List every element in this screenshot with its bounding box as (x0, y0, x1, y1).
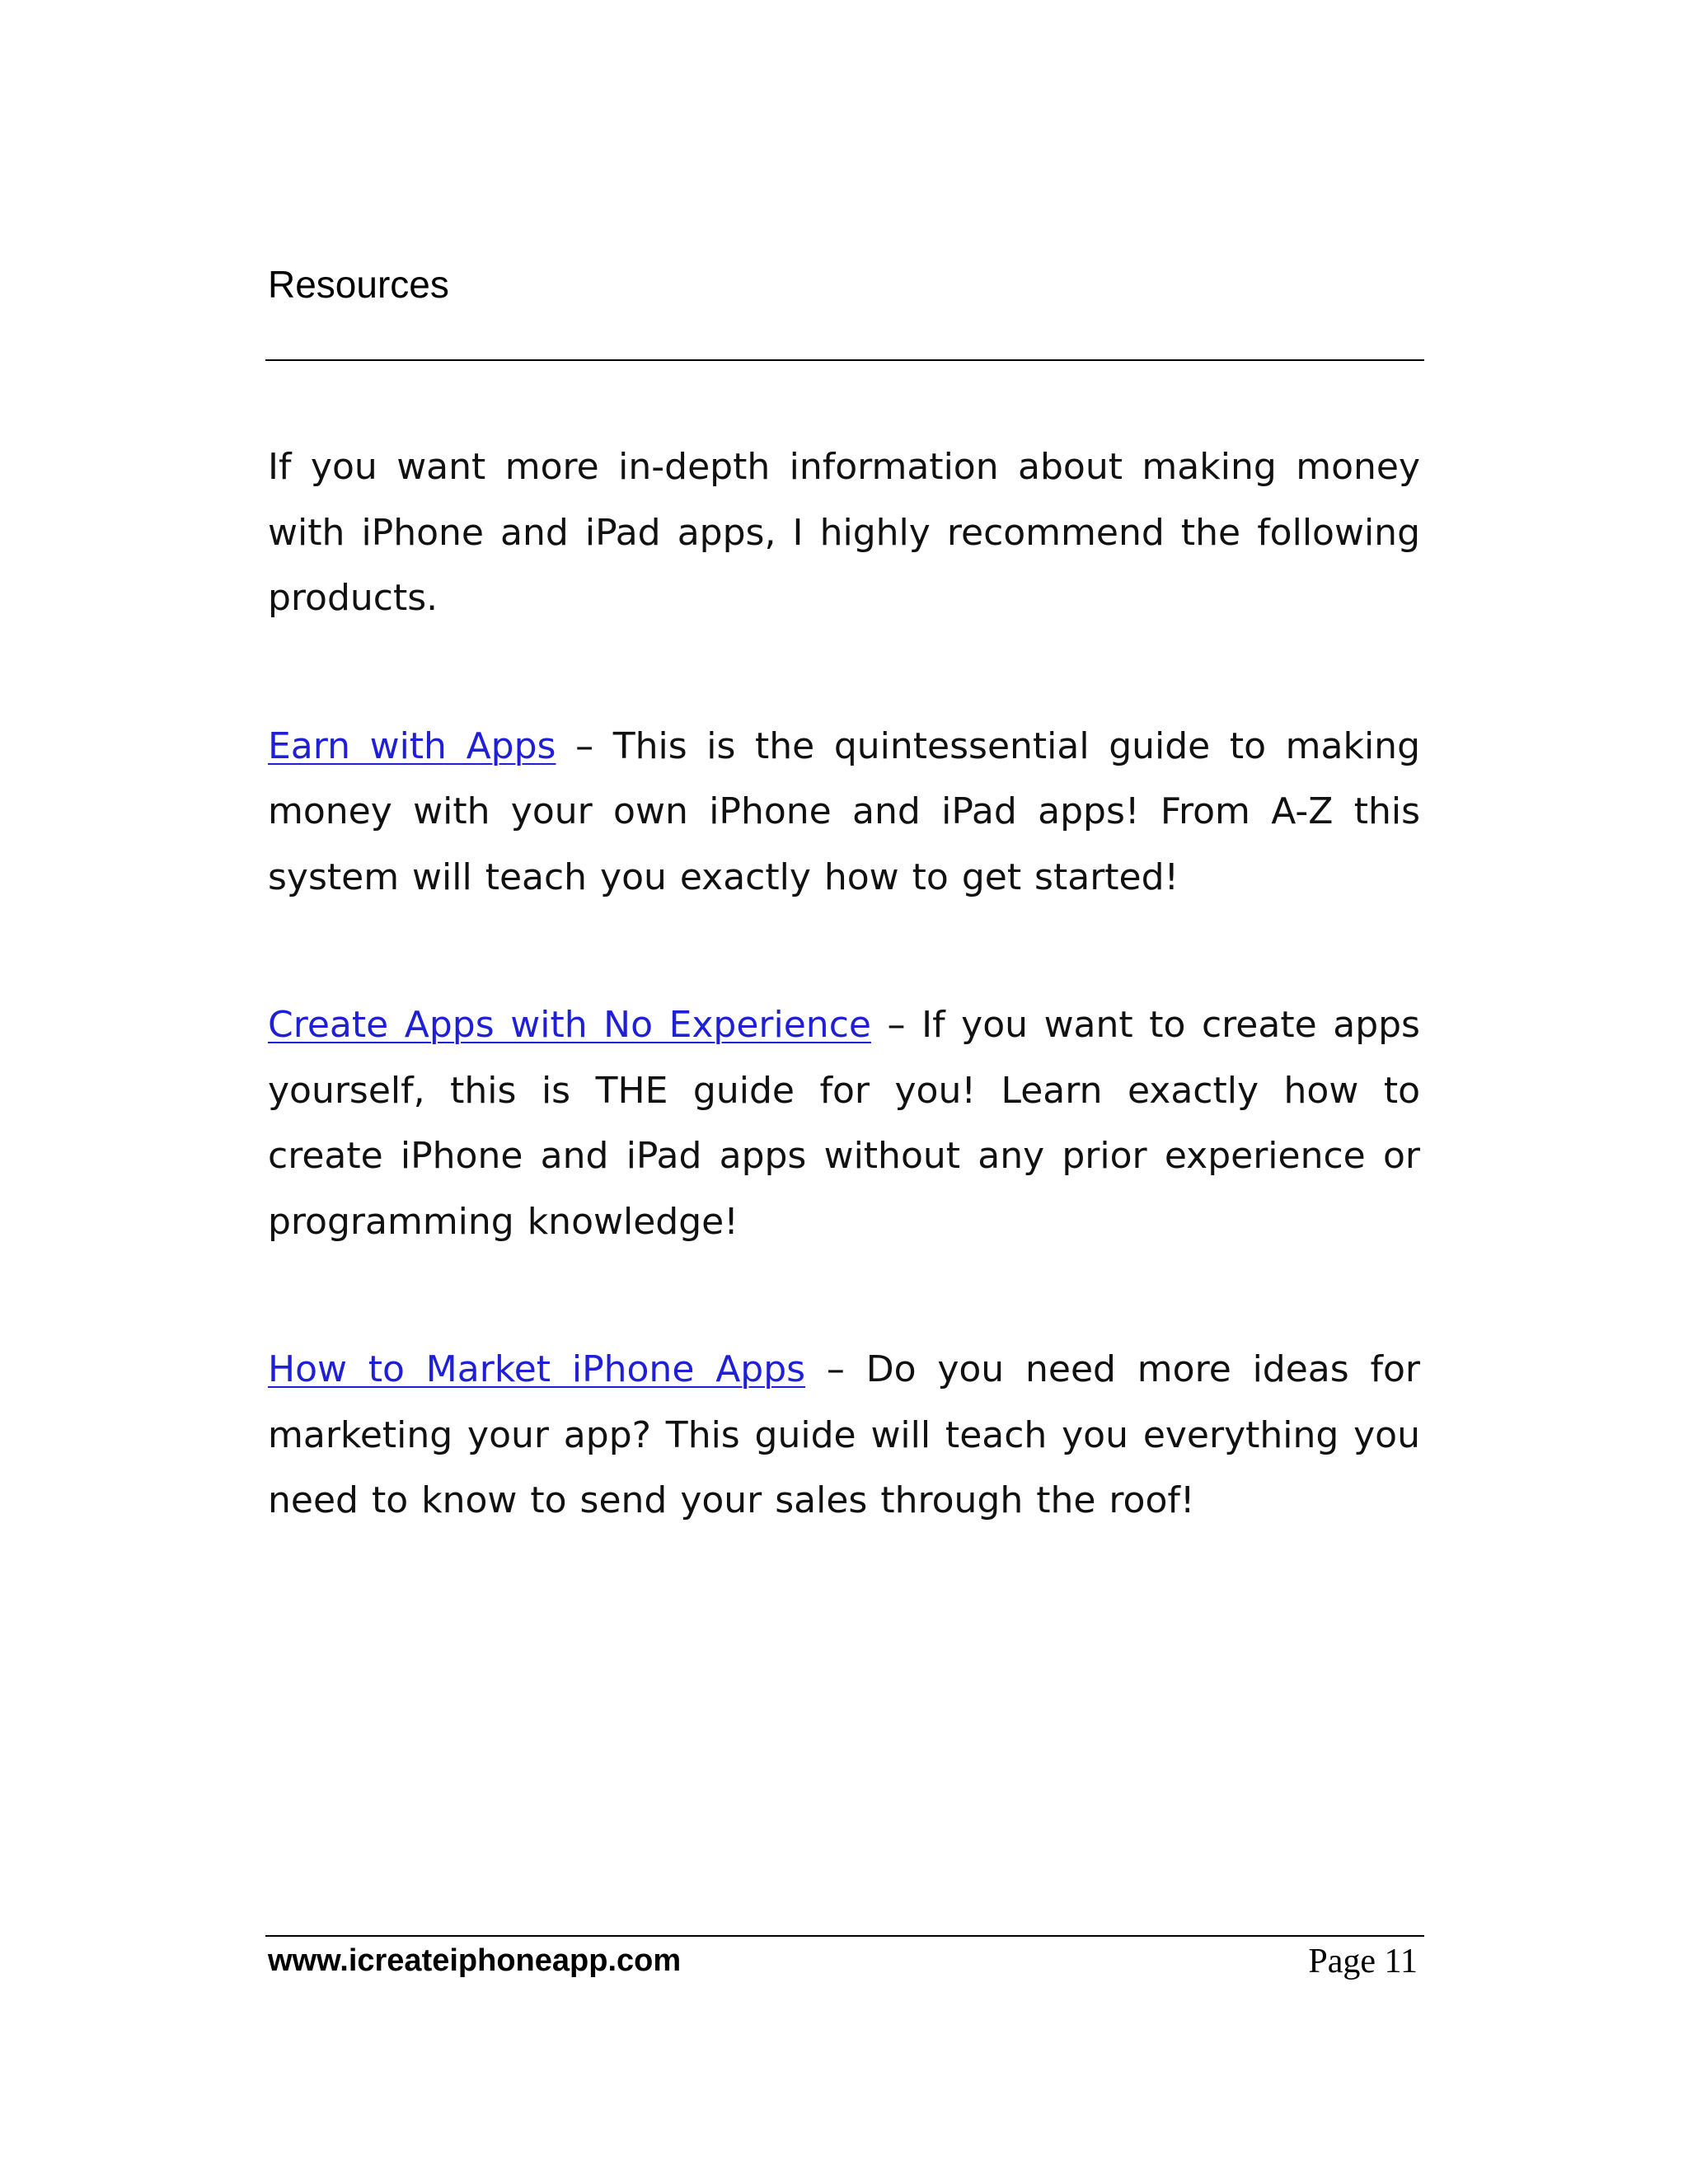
resource-item-market-apps (268, 1337, 1420, 1534)
earn-with-apps-link[interactable]: Earn with Apps (268, 724, 556, 767)
market-apps-link[interactable]: How to Market iPhone Apps (268, 1348, 806, 1390)
resource-description: – Do you need more ideas for marketing your app? This guide will teach you everything you need to know to send your sales through the roof! (268, 1348, 1421, 1521)
resource-description: – If you want to create apps yourself, this is THE guide for you! Learn exactly how to create iPhone and iPad apps without any prior experience or programming knowledge! (268, 1004, 1420, 1243)
create-apps-link[interactable]: Create Apps with No Experience (268, 1004, 871, 1046)
footer-url: www.icreateiphoneapp.com (268, 1943, 682, 1978)
page-title: Resources (268, 263, 449, 306)
page-content (268, 434, 1420, 1616)
resource-item-create-apps (268, 992, 1420, 1254)
intro-paragraph: If you want more in-depth information about making money with iPhone and iPad apps, I highly recommend the following products. (268, 446, 1420, 619)
page-number: Page 11 (1308, 1943, 1418, 1980)
header-divider (265, 359, 1424, 361)
resource-description: – This is the quintessential guide to making money with your own iPhone and iPad apps! From A-Z this system will teach you exactly how to get started! (268, 724, 1421, 898)
footer-divider (265, 1935, 1424, 1937)
resource-item-earn-with-apps (268, 714, 1420, 911)
